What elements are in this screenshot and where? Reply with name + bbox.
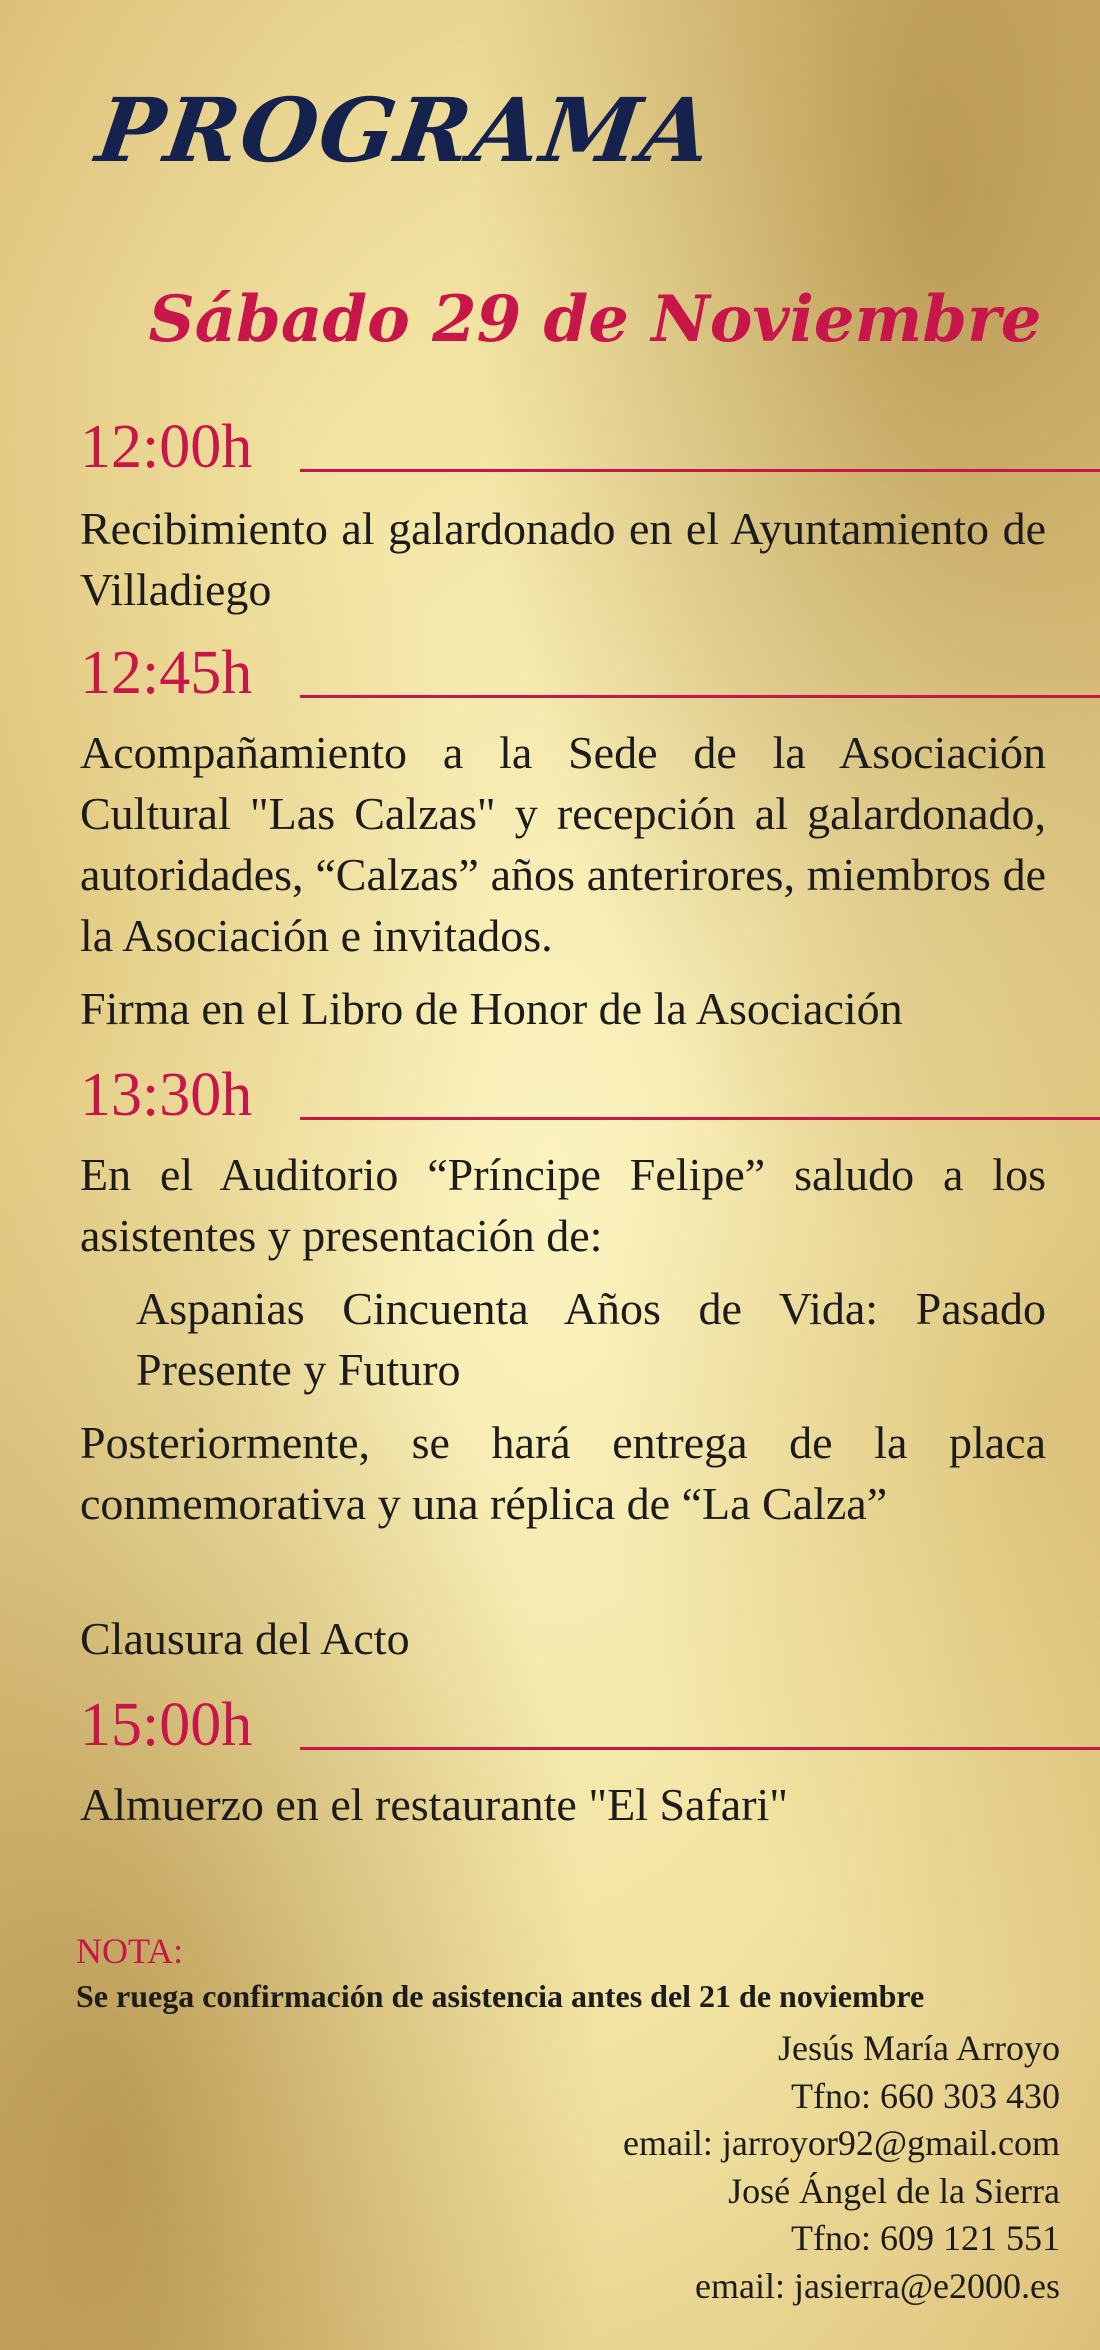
time-divider-line bbox=[300, 469, 1100, 472]
contact-email: email: jasierra@e2000.es bbox=[694, 2265, 1060, 2306]
contact-list bbox=[623, 2025, 1060, 2310]
event-date: Sábado 29 de Noviembre bbox=[148, 282, 1042, 357]
time-header-1245 bbox=[80, 628, 1100, 707]
time-header-1500 bbox=[80, 1680, 1100, 1759]
schedule-item-text: Firma en el Libro de Honor de la Asociación bbox=[80, 983, 903, 1034]
schedule-item-text: Acompañamiento a la Sede de la Asociación Cultural "Las Calzas" y recepción al galardonado, autoridades, “Calzas” años anterirores, miembros de la Asociación e invitados. bbox=[80, 727, 1046, 961]
nota-text: Se ruega confirmación de asistencia antes del 21 de noviembre bbox=[76, 1978, 925, 2014]
time-label: 15:00h bbox=[80, 1691, 253, 1759]
time-label: 12:45h bbox=[80, 639, 253, 707]
time-divider-line bbox=[300, 1117, 1100, 1120]
contact-phone: Tfno: 609 121 551 bbox=[791, 2218, 1060, 2258]
contact-name: José Ángel de la Sierra bbox=[728, 2170, 1060, 2211]
schedule-item-text: Recibimiento al galardonado en el Ayuntamiento de Villadiego bbox=[80, 503, 1046, 615]
time-header-1200 bbox=[80, 402, 1100, 481]
schedule-item-subtitle: Aspanias Cincuenta Años de Vida: Pasado Presente y Futuro bbox=[136, 1283, 1046, 1395]
contact-name: Jesús María Arroyo bbox=[778, 2028, 1060, 2068]
contact-email: email: jarroyor92@gmail.com bbox=[622, 2123, 1060, 2163]
contact-phone: Tfno: 660 303 430 bbox=[791, 2075, 1060, 2116]
time-divider-line bbox=[300, 1747, 1100, 1750]
time-label: 12:00h bbox=[80, 413, 253, 481]
time-header-1330 bbox=[80, 1050, 1100, 1129]
time-divider-line bbox=[300, 695, 1100, 698]
schedule-item-text: En el Auditorio “Príncipe Felipe” saludo a los asistentes y presentación de: bbox=[80, 1149, 1046, 1261]
schedule-item-text: Posteriormente, se hará entrega de la placa conmemorativa y una réplica de “La Calza” bbox=[80, 1417, 1046, 1529]
schedule-item-text: Clausura del Acto bbox=[80, 1613, 410, 1664]
program-title: PROGRAMA bbox=[90, 78, 720, 182]
schedule-item-text: Almuerzo en el restaurante "El Safari" bbox=[80, 1779, 789, 1830]
time-label: 13:30h bbox=[80, 1061, 253, 1129]
nota-label: NOTA: bbox=[76, 1931, 184, 1971]
